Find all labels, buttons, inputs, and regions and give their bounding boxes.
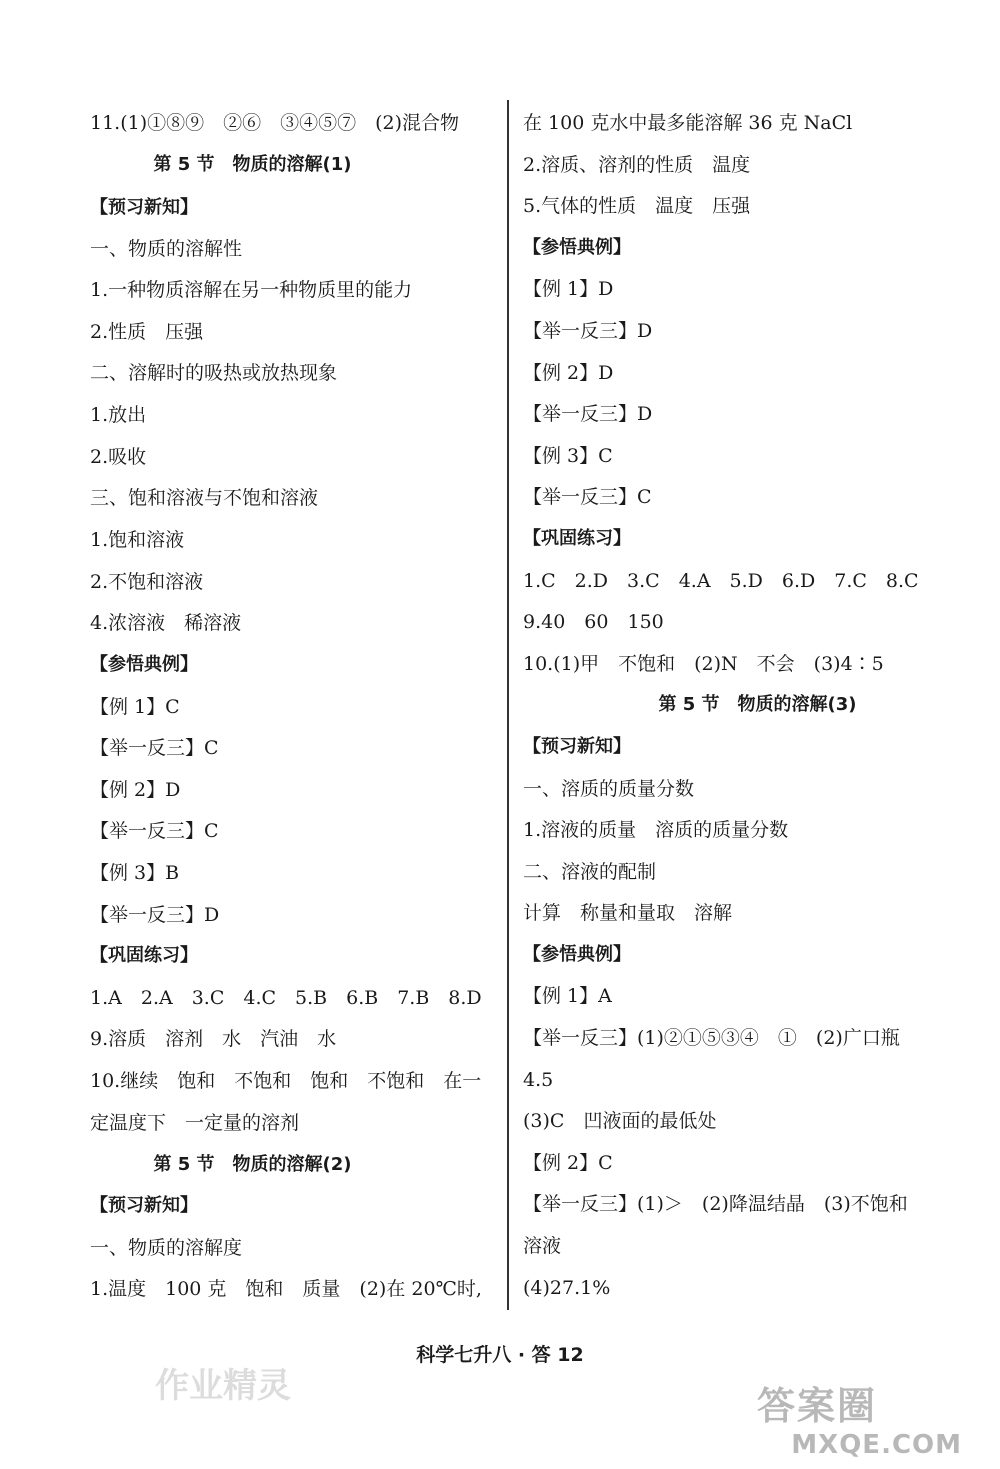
answer-line: 三、饱和溶液与不饱和溶液: [90, 487, 319, 509]
answer-line: 在 100 克水中最多能溶解 36 克 NaCl: [523, 112, 853, 134]
answer-line: 1.放出: [90, 404, 147, 426]
answer-line: 计算 称量和量取 溶解: [523, 902, 733, 924]
answer-line: 【举一反三】C: [523, 486, 652, 508]
section-heading: 第 5 节 物质的溶解(1): [153, 154, 352, 175]
answer-line: 4.浓溶液 稀溶液: [90, 612, 242, 634]
answer-line: 定温度下 一定量的溶剂: [90, 1112, 300, 1134]
answer-line: 一、溶质的质量分数: [523, 778, 695, 800]
answer-line: 1.温度 100 克 饱和 质量 (2)在 20℃时,: [90, 1278, 482, 1300]
answer-line: 【例 2】C: [523, 1152, 613, 1174]
answer-line: 【举一反三】D: [90, 904, 220, 926]
answer-line: 【例 1】A: [523, 985, 612, 1007]
section-heading: 第 5 节 物质的溶解(3): [658, 694, 857, 715]
answer-line: 【举一反三】(1)②①⑤③④ ① (2)广口瓶: [523, 1027, 900, 1049]
answer-line: 【例 3】C: [523, 445, 613, 467]
answer-line: 【举一反三】C: [90, 737, 219, 759]
answer-line: 1.饱和溶液: [90, 529, 185, 551]
answer-line: 一、物质的溶解性: [90, 238, 243, 260]
site-watermark: [757, 1375, 962, 1460]
page-footer: 科学七升八 · 答 12: [416, 1344, 584, 1366]
answer-line: 溶液: [523, 1235, 562, 1257]
answer-line: (4)27.1%: [523, 1277, 611, 1299]
answer-line: 【例 3】B: [90, 862, 180, 884]
answer-line: 2.不饱和溶液: [90, 571, 204, 593]
stamp-watermark: 作业精灵: [155, 1366, 291, 1406]
answer-line: 二、溶解时的吸热或放热现象: [90, 362, 338, 384]
section-heading: 【参悟典例】: [523, 944, 631, 965]
watermark-logo: 答案圈: [757, 1384, 878, 1428]
answer-line: 9.40 60 150: [523, 611, 664, 633]
answer-line: 4.5: [523, 1069, 554, 1091]
answer-line: 【例 1】C: [90, 696, 180, 718]
answer-line: 【举一反三】D: [523, 320, 653, 342]
answer-line: 1.溶液的质量 溶质的质量分数: [523, 819, 789, 841]
answer-line: 【举一反三】(1)＞ (2)降温结晶 (3)不饱和: [523, 1193, 908, 1215]
answer-line: 1.C 2.D 3.C 4.A 5.D 6.D 7.C 8.C: [523, 570, 919, 592]
section-heading: 【参悟典例】: [523, 237, 631, 258]
answer-line: 2.吸收: [90, 446, 147, 468]
answer-line: 1.A 2.A 3.C 4.C 5.B 6.B 7.B 8.D: [90, 987, 482, 1009]
answer-line: 【例 1】D: [523, 278, 614, 300]
answer-line: 2.溶质、溶剂的性质 温度: [523, 154, 751, 176]
watermark-site: MXQE.COM: [791, 1430, 962, 1460]
section-heading: 【预习新知】: [90, 1195, 198, 1216]
answer-line: 2.性质 压强: [90, 321, 204, 343]
answer-line: 【举一反三】C: [90, 820, 219, 842]
answer-line: 【例 2】D: [90, 779, 181, 801]
answer-line: 10.继续 饱和 不饱和 饱和 不饱和 在一: [90, 1070, 482, 1092]
answer-line: 二、溶液的配制: [523, 861, 657, 883]
section-heading: 第 5 节 物质的溶解(2): [153, 1154, 352, 1175]
answer-line: 【例 2】D: [523, 362, 614, 384]
section-heading: 【参悟典例】: [90, 654, 198, 675]
answer-line: 10.(1)甲 不饱和 (2)N 不会 (3)4∶5: [523, 653, 884, 675]
column-divider: [507, 100, 509, 1310]
answer-line: 11.(1)①⑧⑨ ②⑥ ③④⑤⑦ (2)混合物: [90, 112, 460, 134]
section-heading: 【巩固练习】: [90, 945, 198, 966]
answer-line: 9.溶质 溶剂 水 汽油 水: [90, 1028, 337, 1050]
answer-line: (3)C 凹液面的最低处: [523, 1110, 717, 1132]
section-heading: 【预习新知】: [90, 197, 198, 218]
answer-line: 【举一反三】D: [523, 403, 653, 425]
section-heading: 【预习新知】: [523, 736, 631, 757]
answer-line: 一、物质的溶解度: [90, 1237, 243, 1259]
section-heading: 【巩固练习】: [523, 528, 631, 549]
answer-line: 5.气体的性质 温度 压强: [523, 195, 751, 217]
answer-line: 1.一种物质溶解在另一种物质里的能力: [90, 279, 413, 301]
